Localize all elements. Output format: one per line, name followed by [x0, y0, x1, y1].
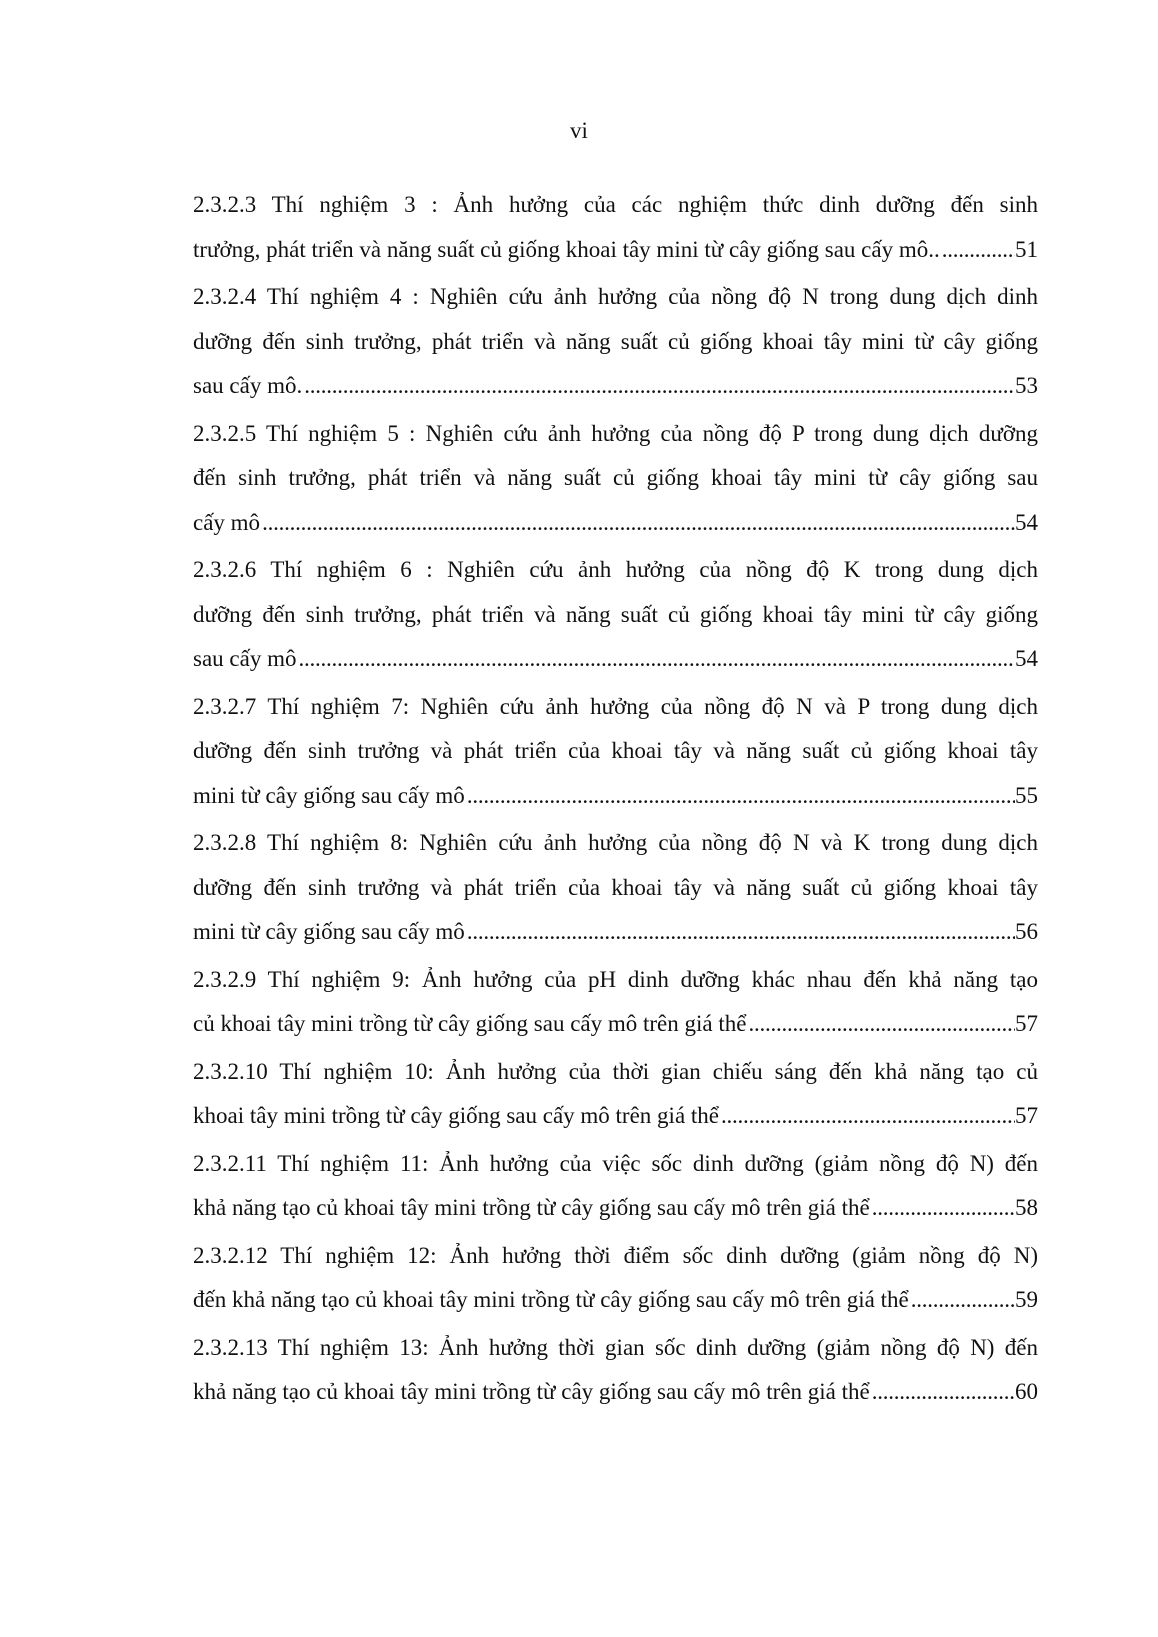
toc-entry-line: dưỡng đến sinh trưởng, phát triển và năng suất củ giống khoai tây mini từ cây giống [193, 601, 1038, 627]
toc-entry-title-end: mini từ cây giống sau cấy mô [193, 782, 465, 808]
toc-entry-line: 2.3.2.7 Thí nghiệm 7: Nghiên cứu ảnh hưởng của nồng độ N và P trong dung dịch [193, 693, 1038, 719]
page-number: vi [570, 118, 588, 143]
toc-entry-last-line [193, 228, 1038, 273]
toc-entry-last-line [193, 637, 1038, 682]
toc-entry-last-line [193, 364, 1038, 409]
dot-leader [870, 1370, 1015, 1415]
toc-page-number: 53 [1015, 373, 1038, 398]
dot-leader [465, 774, 1015, 819]
toc-page-number: 54 [1015, 646, 1038, 671]
toc-entry-last-line [193, 1094, 1038, 1139]
toc-entry-line: dưỡng đến sinh trưởng và phát triển của khoai tây và năng suất củ giống khoai tây [193, 874, 1038, 900]
dot-leader [296, 637, 1015, 682]
dot-leader [302, 364, 1015, 409]
toc-entry-line: 2.3.2.13 Thí nghiệm 13: Ảnh hưởng thời gian sốc dinh dưỡng (giảm nồng độ N) đến [193, 1334, 1038, 1360]
toc-entry-line: đến sinh trưởng, phát triển và năng suất củ giống khoai tây mini từ cây giống sau [193, 465, 1038, 490]
toc-entry-title-end: khoai tây mini trồng từ cây giống sau cấy mô trên giá thể [193, 1103, 720, 1128]
toc-entry-line: 2.3.2.3 Thí nghiệm 3 : Ảnh hưởng của các nghiệm thức dinh dưỡng đến sinh [193, 192, 1038, 217]
toc-entry[interactable] [193, 958, 1038, 1047]
toc-page-number: 59 [1015, 1287, 1038, 1312]
toc-entry[interactable] [193, 548, 1038, 682]
toc-page-number: 60 [1015, 1379, 1038, 1404]
toc-page-number: 57 [1015, 1011, 1038, 1036]
toc-entry-line: dưỡng đến sinh trưởng và phát triển của khoai tây và năng suất củ giống khoai tây [193, 738, 1038, 763]
dot-leader [940, 228, 1015, 273]
toc-entry-title-end: củ khoai tây mini trồng từ cây giống sau cấy mô trên giá thể [193, 1011, 747, 1036]
dot-leader [719, 1094, 1015, 1139]
toc-entry[interactable] [193, 1234, 1038, 1323]
toc-page-number: 58 [1015, 1195, 1038, 1220]
toc-entry-last-line [193, 1370, 1038, 1415]
toc-entry[interactable] [193, 183, 1038, 272]
table-of-contents [193, 183, 1038, 1418]
dot-leader [870, 1186, 1015, 1231]
toc-page-number: 54 [1015, 509, 1038, 535]
toc-entry-last-line [193, 1278, 1038, 1323]
toc-entry-last-line [193, 1186, 1038, 1231]
toc-entry-line: 2.3.2.6 Thí nghiệm 6 : Nghiên cứu ảnh hưởng của nồng độ K trong dung dịch [193, 557, 1038, 582]
toc-entry[interactable] [193, 412, 1038, 546]
dot-leader [746, 1002, 1015, 1047]
toc-entry-line: dưỡng đến sinh trưởng, phát triển và năng suất củ giống khoai tây mini từ cây giống [193, 328, 1038, 354]
toc-page-number: 51 [1015, 236, 1038, 262]
toc-entry-title-end: trưởng, phát triển và năng suất củ giống khoai tây mini từ cây giống sau cấy mô.. [193, 236, 940, 262]
toc-entry[interactable] [193, 685, 1038, 819]
toc-entry[interactable] [193, 1142, 1038, 1231]
toc-page-number: 56 [1015, 919, 1038, 944]
toc-entry[interactable] [193, 275, 1038, 409]
toc-entry-line: 2.3.2.12 Thí nghiệm 12: Ảnh hưởng thời điểm sốc dinh dưỡng (giảm nồng độ N) [193, 1242, 1038, 1268]
toc-entry-line: 2.3.2.8 Thí nghiệm 8: Nghiên cứu ảnh hưởng của nồng độ N và K trong dung dịch [193, 830, 1038, 855]
toc-entry-last-line [193, 1002, 1038, 1047]
toc-entry[interactable] [193, 1050, 1038, 1139]
dot-leader [909, 1278, 1015, 1323]
toc-entry-title-end: sau cấy mô. [193, 373, 303, 398]
toc-entry-title-end: sau cấy mô [193, 646, 297, 671]
toc-page-number: 55 [1015, 782, 1038, 808]
toc-entry[interactable] [193, 821, 1038, 955]
toc-entry-line: 2.3.2.9 Thí nghiệm 9: Ảnh hưởng của pH dinh dưỡng khác nhau đến khả năng tạo [193, 966, 1038, 992]
toc-entry-title-end: cấy mô [193, 509, 261, 535]
dot-leader [260, 501, 1015, 546]
toc-page-number: 57 [1015, 1103, 1038, 1128]
toc-entry-title-end: khả năng tạo củ khoai tây mini trồng từ cây giống sau cấy mô trên giá thể [193, 1379, 870, 1404]
toc-entry-line: 2.3.2.10 Thí nghiệm 10: Ảnh hưởng của thời gian chiếu sáng đến khả năng tạo củ [193, 1058, 1038, 1084]
toc-entry-last-line [193, 910, 1038, 955]
toc-entry-title-end: mini từ cây giống sau cấy mô [193, 919, 465, 944]
toc-entry-title-end: khả năng tạo củ khoai tây mini trồng từ cây giống sau cấy mô trên giá thể [193, 1195, 870, 1220]
toc-entry-last-line [193, 774, 1038, 819]
toc-entry-line: 2.3.2.4 Thí nghiệm 4 : Nghiên cứu ảnh hưởng của nồng độ N trong dung dịch dinh [193, 284, 1038, 309]
dot-leader [465, 910, 1015, 955]
toc-entry-last-line [193, 501, 1038, 546]
toc-entry-line: 2.3.2.5 Thí nghiệm 5 : Nghiên cứu ảnh hưởng của nồng độ P trong dung dịch dưỡng [193, 420, 1038, 446]
toc-entry-title-end: đến khả năng tạo củ khoai tây mini trồng từ cây giống sau cấy mô trên giá thể [193, 1287, 909, 1312]
toc-entry[interactable] [193, 1326, 1038, 1415]
toc-entry-line: 2.3.2.11 Thí nghiệm 11: Ảnh hưởng của việc sốc dinh dưỡng (giảm nồng độ N) đến [193, 1150, 1038, 1176]
